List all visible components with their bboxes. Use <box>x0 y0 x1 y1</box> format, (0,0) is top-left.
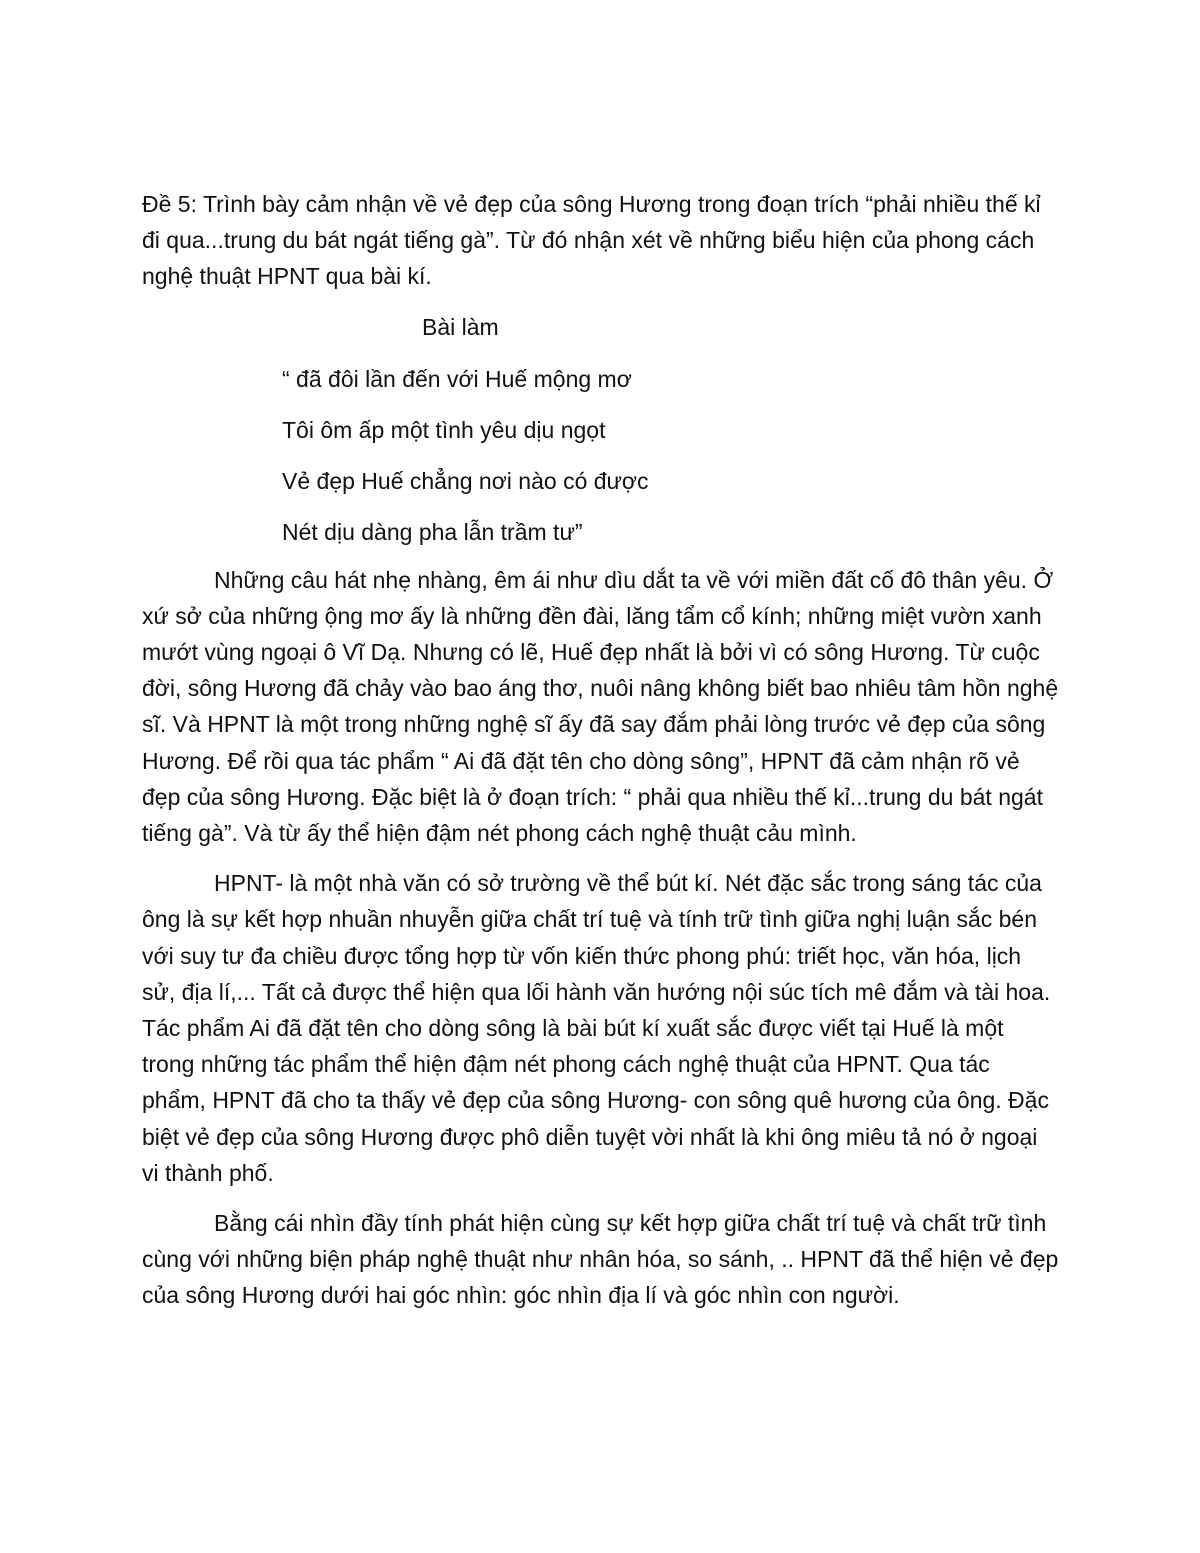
body-paragraph: HPNT- là một nhà văn có sở trường về thể bút kí. Nét đặc sắc trong sáng tác của ông là sự kết hợp nhuần nhuyễn giữa chất trí tuệ và tính trữ tình giữa nghị luận sắc bén với suy tư đa chiều được tổng hợp từ vốn kiến thức phong phú: triết học, văn hóa, lịch sử, địa lí,... Tất cả được thể hiện qua lối hành văn hướng nội súc tích mê đắm và tài hoa. Tác phẩm Ai đã đặt tên cho dòng sông là bài bút kí xuất sắc được viết tại Huế là một trong những tác phẩm thể hiện đậm nét phong cách nghệ thuật của HPNT. Qua tác phẩm, HPNT đã cho ta thấy vẻ đẹp của sông Hương- con sông quê hương của ông. Đặc biệt vẻ đẹp của sông Hương được phô diễn tuyệt vời nhất là khi ông miêu tả nó ở ngoại vi thành phố. <box>142 870 1051 1186</box>
poem-line: Tôi ôm ấp một tình yêu dịu ngọt <box>282 417 606 444</box>
poem-excerpt <box>142 361 1060 551</box>
body-paragraph: Những câu hát nhẹ nhàng, êm ái như dìu dắt ta về với miền đất cố đô thân yêu. Ở xứ sở của những ộng mơ ấy là những đền đài, lăng tẩm cổ kính; những miệt vườn xanh mướt vùng ngoại ô Vĩ Dạ. Nhưng có lẽ, Huế đẹp nhất là bởi vì có sông Hương. Từ cuộc đời, sông Hương đã chảy vào bao áng thơ, nuôi nâng không biết bao nhiêu tâm hồn nghệ sĩ. Và HPNT là một trong những nghệ sĩ ấy đã say đắm phải lòng trước vẻ đẹp của sông Hương. Để rồi qua tác phẩm “ Ai đã đặt tên cho dòng sông”, HPNT đã cảm nhận rõ vẻ đẹp của sông Hương. Đặc biệt là ở đoạn trích: “ phải qua nhiều thế kỉ...trung du bát ngát tiếng gà”. Và từ ấy thể hiện đậm nét phong cách nghệ thuật cảu mình. <box>142 566 1059 847</box>
document-body <box>142 186 1060 1328</box>
essay-prompt: Đề 5: Trình bày cảm nhận về vẻ đẹp của sông Hương trong đoạn trích “phải nhiều thế kỉ đi qua...trung du bát ngát tiếng gà”. Từ đó nhận xét về những biểu hiện của phong cách nghệ thuật HPNT qua bài kí. <box>142 191 1041 290</box>
poem-line: “ đã đôi lần đến với Huế mộng mơ <box>282 365 632 392</box>
essay-heading: Bài làm <box>422 313 499 340</box>
poem-line: Vẻ đẹp Huế chẳng nơi nào có được <box>282 468 649 495</box>
body-paragraph: Bằng cái nhìn đầy tính phát hiện cùng sự kết hợp giữa chất trí tuệ và chất trữ tình cùng với những biện pháp nghệ thuật như nhân hóa, so sánh, .. HPNT đã thể hiện vẻ đẹp của sông Hương dưới hai góc nhìn: góc nhìn địa lí và góc nhìn con người. <box>142 1210 1059 1309</box>
poem-line: Nét dịu dàng pha lẫn trầm tư” <box>282 519 583 546</box>
